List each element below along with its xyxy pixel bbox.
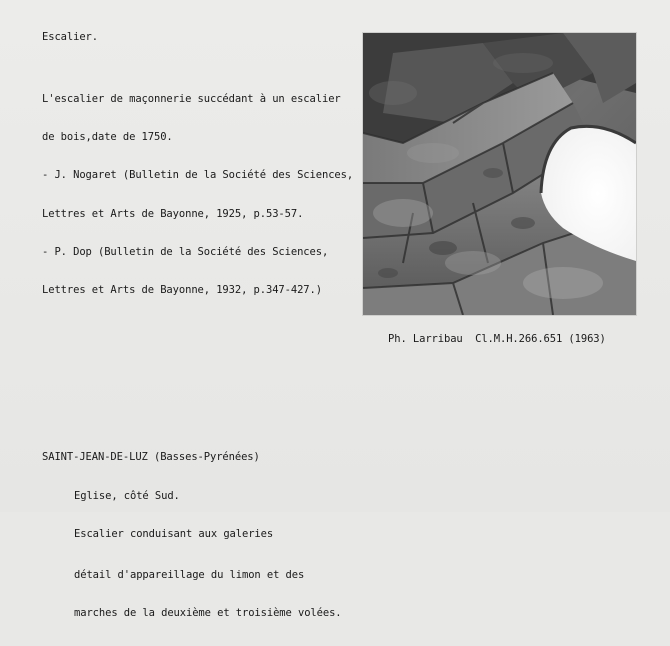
location-place: SAINT-JEAN-DE-LUZ (Basses-Pyrénées) <box>42 451 260 463</box>
description-block <box>42 67 353 322</box>
description-line: L'escalier de maçonnerie succédant à un escalier <box>42 93 341 105</box>
description-line: - P. Dop (Bulletin de la Société des Sciences, <box>42 245 329 258</box>
description-line: de bois,date de 1750. <box>42 131 173 144</box>
location-subject: Escalier conduisant aux galeries <box>74 528 274 541</box>
photo-credit: Ph. Larribau Cl.M.H.266.651 (1963) <box>388 333 606 345</box>
staircase-photograph <box>363 33 636 315</box>
location-detail-line: détail d'appareillage du limon et des <box>74 568 305 581</box>
description-line: Lettres et Arts de Bayonne, 1932, p.347-427.) <box>42 283 322 296</box>
description-line: Lettres et Arts de Bayonne, 1925, p.53-57. <box>42 207 304 220</box>
location-building: Eglise, côté Sud. <box>74 489 180 502</box>
card-heading: Escalier. <box>42 31 98 43</box>
location-block <box>42 425 342 646</box>
location-detail-line: marches de la deuxième et troisième volées. <box>74 607 342 620</box>
description-line: - J. Nogaret (Bulletin de la Société des Sciences, <box>42 169 354 182</box>
